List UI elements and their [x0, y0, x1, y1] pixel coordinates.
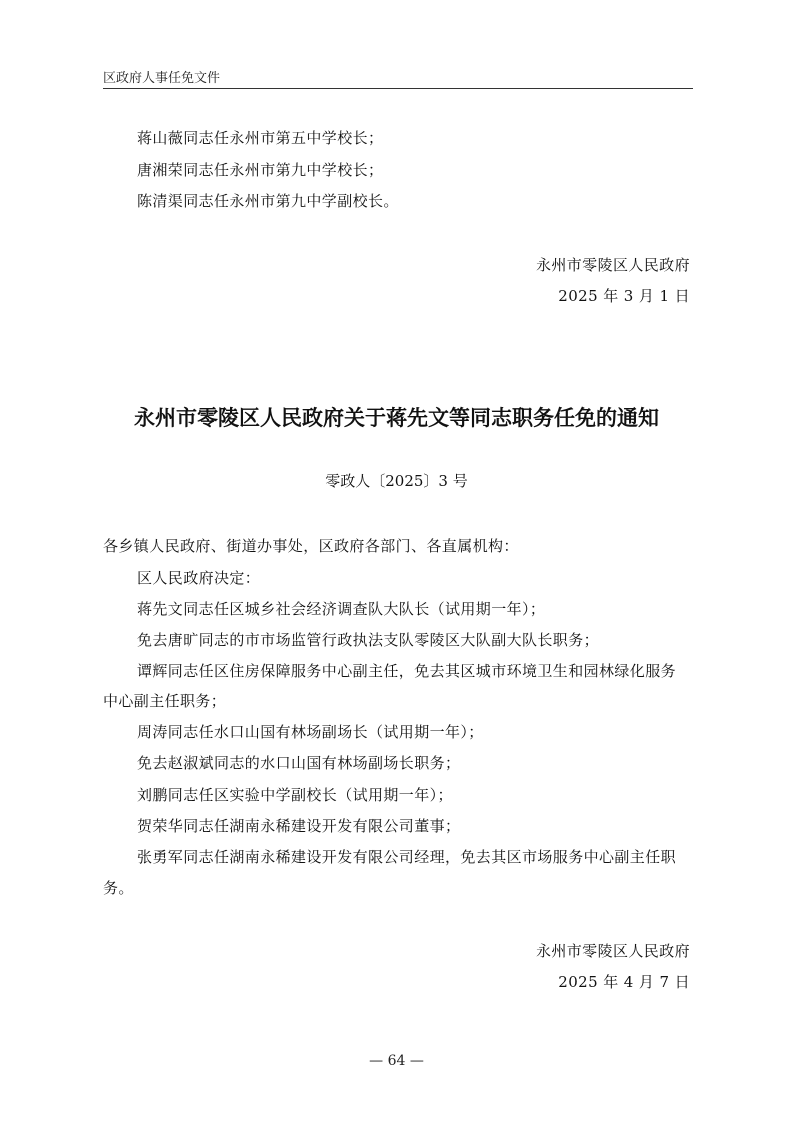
running-header: 区政府人事任免文件	[103, 71, 221, 86]
appointment-item-continued: 务。	[103, 879, 134, 897]
signature-date: 2025 年 4 月 7 日	[558, 973, 690, 991]
appointment-item: 唐湘荣同志任永州市第九中学校长；	[137, 161, 384, 179]
appointment-item: 张勇军同志任湖南永稀建设开发有限公司经理，免去其区市场服务中心副主任职	[137, 848, 677, 866]
appointment-item: 蒋山薇同志任永州市第五中学校长；	[137, 129, 384, 147]
appointment-item: 周涛同志任水口山国有林场副场长（试用期一年）；	[137, 723, 484, 741]
appointment-item: 免去赵淑斌同志的水口山国有林场副场长职务；	[137, 754, 461, 772]
notice-title: 永州市零陵区人民政府关于蒋先文等同志职务任免的通知	[134, 405, 659, 430]
appointment-item: 贺荣华同志任湖南永稀建设开发有限公司董事；	[137, 817, 461, 835]
decision-intro: 区人民政府决定：	[137, 569, 261, 587]
appointment-item: 刘鹏同志任区实验中学副校长（试用期一年）；	[137, 786, 453, 804]
signature-organization: 永州市零陵区人民政府	[535, 942, 690, 960]
appointment-item: 谭辉同志任区住房保障服务中心副主任，免去其区城市环境卫生和园林绿化服务	[137, 662, 677, 680]
signature-organization: 永州市零陵区人民政府	[535, 256, 690, 274]
addressee: 各乡镇人民政府、街道办事处，区政府各部门、各直属机构：	[103, 537, 519, 555]
signature-date: 2025 年 3 月 1 日	[558, 287, 690, 305]
appointment-item: 陈清渠同志任永州市第九中学副校长。	[137, 192, 399, 210]
appointment-item-continued: 中心副主任职务；	[103, 692, 227, 710]
appointment-item: 蒋先文同志任区城乡社会经济调查队大队长（试用期一年）；	[137, 600, 546, 618]
appointment-item: 免去唐旷同志的市市场监管行政执法支队零陵区大队副大队长职务；	[137, 631, 600, 649]
page-number: — 64 —	[369, 1053, 424, 1069]
document-number: 零政人〔2025〕3 号	[325, 472, 468, 490]
header-divider	[103, 88, 693, 89]
